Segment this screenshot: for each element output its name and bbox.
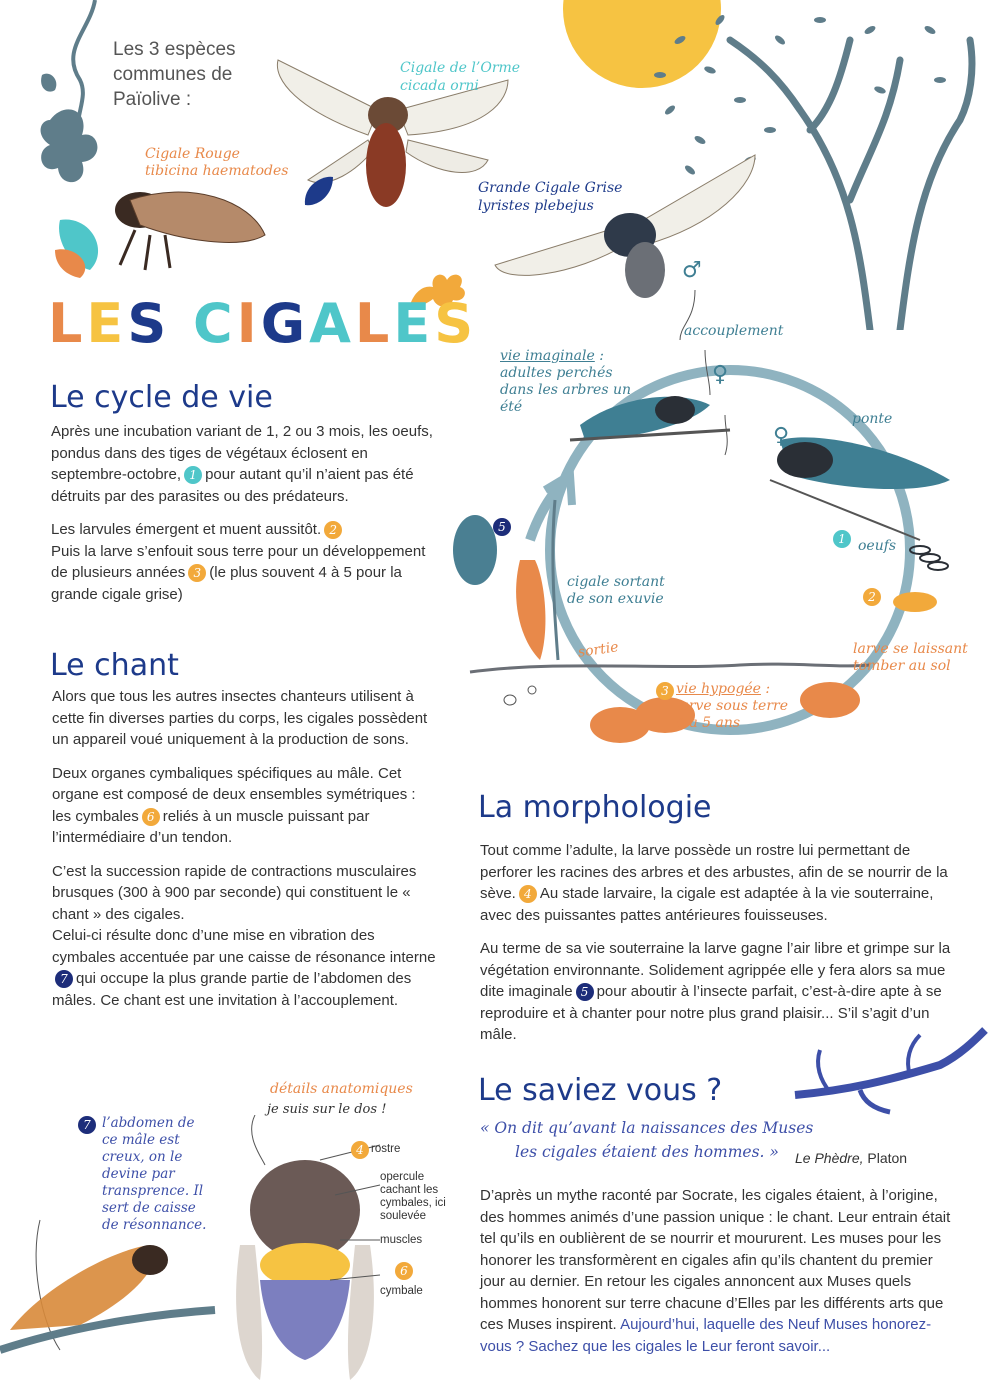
title-letter: L [48, 292, 87, 355]
title-letter: S [127, 292, 171, 355]
title-letter: I [236, 292, 261, 355]
species-rouge-latin: tibicina haematodes [145, 163, 289, 179]
morpho-p1b: Au stade larvaire, la cigale est adaptée à la vie souterraine, avec des puissantes pattes antérieures fouisseuses. [480, 885, 934, 924]
chant-p4b: qui occupe la plus grande partie de l’abdomen des mâles. Ce chant est une invitation à l’accouplement. [52, 970, 412, 1009]
cycle-text [51, 421, 446, 617]
morpho-heading: La morphologie [478, 790, 712, 825]
saviez-source [795, 1150, 907, 1166]
saviez-source-work: Le Phèdre, [795, 1150, 864, 1166]
label-exuvie: cigale sortant de son exuvie [567, 574, 665, 607]
chant-p2a: Deux organes cymbaliques spécifiques au mâle. Cet organe est composé de deux ensembles symétriques : les cymbales [52, 764, 416, 825]
cycle-heading: Le cycle de vie [50, 380, 273, 415]
saviez-blue-text: Aujourd’hui, laquelle des Neuf Muses honorez-vous ? Sachez que les cigales le Leur feront savoir... [480, 1316, 932, 1355]
anatomy-abdomen-note: l’abdomen de ce mâle est creux, on le devine par transprence. Il sert de caisse de résonnance. [102, 1115, 207, 1233]
blue-branch-illustration [790, 1020, 990, 1115]
badge-4: 4 [519, 885, 537, 903]
anatomy-badge-4: 4 [351, 1141, 369, 1159]
chant-paragraph-2 [52, 763, 437, 849]
morpho-p2b: pour aboutir à l’insecte parfait, c’est-à-dire apte à se reproduire et à chanter pour notre plus grand plaisir... S’il s’agit d’un mâle. [480, 983, 942, 1043]
morpho-p2a: Au terme de sa vie souterraine la larve gagne l’air libre et grimpe sur la végétation environnante. Solidement agrippée elle y fera alors sa mue dite imaginale [480, 940, 951, 1000]
anatomy-badge-7: 7 [78, 1116, 96, 1134]
label-vie-imaginale: vie imaginale : adultes perchés dans les arbres un été [500, 348, 632, 415]
title-letter: E [393, 292, 435, 355]
label-vie-hypogee-title: vie hypogée [676, 681, 761, 697]
chant-paragraph-4 [52, 925, 437, 1011]
chant-p1: Alors que tous les autres insectes chanteurs utilisent à cette fin diverses parties du corps, les cigales possèdent un appareil voué uniquement à la production de sons. [52, 688, 428, 748]
page-title [48, 292, 477, 355]
label-vie-hypogee: vie hypogée : larve sous terre 4 à 5 ans [676, 681, 789, 731]
title-letter: C [193, 292, 237, 355]
title-letter: L [354, 292, 394, 355]
cicada-rouge-illustration [50, 180, 270, 280]
saviez-main-text: D’après un mythe raconté par Socrate, les cigales étaient, à l’origine, des hommes animés d’une passion unique : le chant. Leur entrain était tel qu’ils en oublièrent de se nourrir et moururent. Les muses pour les honorer les transformèrent en cigales afin qu’ils chantent du premier jour au dernier. En retour les cigales annoncent aux Muses quels hommes honorent sur terre chacune d’Elles par les différents arts que ces Muses inspirent. [480, 1187, 951, 1333]
species-rouge-name: Cigale Rouge [145, 146, 240, 162]
title-letter: A [309, 292, 355, 355]
morpho-paragraph-1 [480, 840, 955, 926]
badge-7: 7 [55, 970, 73, 988]
chant-text [52, 686, 437, 1023]
title-letter: E [86, 292, 128, 355]
saviez-source-author: Platon [863, 1150, 908, 1166]
title-letter: S [434, 292, 478, 355]
species-orme-latin: cicada orni [400, 78, 479, 94]
label-ponte: ponte [852, 411, 893, 427]
label-vie-hypogee-rest: larve sous terre 4 à 5 ans [676, 698, 789, 731]
morpho-p1a: Tout comme l’adulte, la larve possède un rostre lui permettant de perforer les racines des arbres et des arbustes, afin de se nourrir de la sève. [480, 842, 948, 902]
chant-heading: Le chant [50, 648, 179, 683]
saviez-quote-line-1: « On dit qu’avant la naissances des Muses [480, 1119, 814, 1137]
label-vie-imaginale-rest: adultes perchés dans les arbres un été [500, 365, 632, 415]
female-symbol-1: ♀ [712, 362, 729, 387]
saviez-text [480, 1185, 955, 1357]
saviez-quote-line-2: les cigales étaient des hommes. » [515, 1143, 779, 1161]
label-oeufs: oeufs [858, 538, 897, 554]
cicada-side-illustration [0, 1200, 220, 1360]
species-orme-name: Cigale de l’Orme [400, 60, 521, 76]
anatomy-details-sub: je suis sur le dos ! [267, 1102, 387, 1117]
species-grise-latin: lyristes plebejus [478, 198, 594, 214]
anatomy-rostre: rostre [371, 1143, 401, 1155]
label-sortie: sortie [577, 639, 620, 661]
cycle-badge-2: 2 [863, 588, 881, 606]
chant-p2b: reliés à un muscle puissant par l’intermédiaire d’un tendon. [52, 807, 370, 846]
anatomy-badge-6: 6 [395, 1262, 413, 1280]
title-letter: G [260, 292, 310, 355]
badge-3: 3 [188, 564, 206, 582]
cycle-paragraph-2 [51, 519, 446, 605]
anatomy-opercule: opercule cachant les cymbales, ici soulevée [380, 1171, 446, 1222]
badge-2: 2 [324, 521, 342, 539]
anatomy-details-title: détails anatomiques [270, 1081, 413, 1097]
blue-leaf-illustration [303, 175, 335, 207]
badge-1: 1 [184, 466, 202, 484]
cycle-badge-5: 5 [493, 518, 511, 536]
anatomy-cymbale: cymbale [380, 1285, 423, 1297]
anatomy-muscles: muscles [380, 1234, 423, 1246]
female-symbol-2: ♀ [773, 424, 790, 449]
intro-text: Les 3 espèces communes de Païolive : [113, 39, 236, 110]
label-accouplement: accouplement [684, 323, 784, 339]
cycle-p2b: Puis la larve s’enfouit sous terre pour un développement de plusieurs années [51, 542, 426, 581]
label-larve-sol: larve se laissant tomber au sol [853, 641, 968, 674]
cycle-badge-3: 3 [656, 682, 674, 700]
saviez-heading: Le saviez vous ? [478, 1073, 723, 1108]
cycle-p2c: (le plus souvent 4 à 5 pour la grande cigale grise) [51, 564, 402, 603]
cycle-p2a: Les larvules émergent et muent aussitôt. [51, 521, 322, 538]
species-grise-name: Grande Cigale Grise [478, 180, 623, 196]
label-vie-imaginale-title: vie imaginale [500, 348, 595, 364]
cicada-grise-illustration [485, 145, 760, 300]
chant-p4a: Celui-ci résulte donc d’une mise en vibration des cymbales accentuée par une caisse de résonance interne [52, 927, 436, 966]
badge-5: 5 [576, 983, 594, 1001]
cycle-paragraph-1 [51, 421, 446, 507]
chant-p3: C’est la succession rapide de contractions musculaires brusques (300 à 900 par seconde) qui constituent le « chant » des cigales. [52, 862, 417, 923]
male-symbol: ♂ [682, 258, 702, 283]
cycle-badge-1: 1 [833, 530, 851, 548]
cycle-p1a: Après une incubation variant de 1, 2 ou 3 mois, les oeufs, pondus dans des tiges de végétaux éclosent en septembre-octobre, [51, 423, 433, 483]
title-letter [170, 292, 193, 355]
badge-6: 6 [142, 808, 160, 826]
cycle-p1b: pour autant qu’il n’aient pas été détruits par des parasites ou des prédateurs. [51, 466, 414, 505]
